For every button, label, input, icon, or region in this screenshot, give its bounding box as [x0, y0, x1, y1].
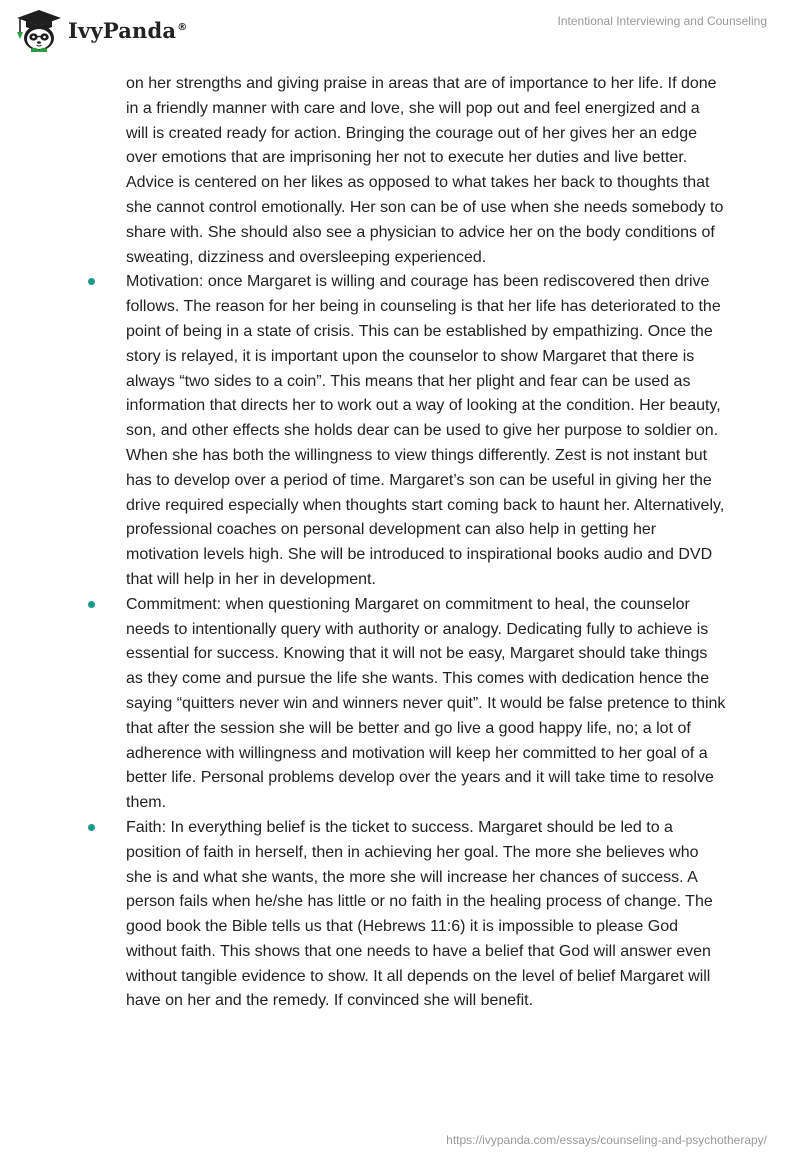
registered-mark: ® [177, 21, 188, 33]
bullet-dot-icon [88, 824, 95, 831]
list-item-text: Faith: In everything belief is the ticket to success. Margaret should be led to a position of faith in herself, then in achieving her goal. The more she believes who she is and what she wants, the more she will increase her chances of success. A person fails when he/she has little or no faith in the healing process of change. The good book the Bible tells us that (Hebrews 11:6) it is impossible to please God without faith. This shows that one needs to have a belief that God will answer even without tangible evidence to show. It all depends on the level of belief Margaret will have on her and the remedy. If convinced she will benefit. [126, 818, 713, 1010]
ivypanda-logo[interactable] [14, 8, 187, 52]
source-url-link[interactable]: https://ivypanda.com/essays/counseling-and-psychotherapy/ [446, 1133, 767, 1147]
list-item [0, 816, 726, 1014]
list-item [0, 270, 726, 592]
list-item [0, 593, 726, 816]
intro-paragraph: on her strengths and giving praise in areas that are of importance to her life. If done in a friendly manner with care and love, she will pop out and feel energized and a will is created ready for action. Bringing the courage out of her gives her an edge over emotions that are imprisoning her not to execute her duties and live better. Advice is centered on her likes as opposed to what takes her back to thoughts that she cannot control emotionally. Her son can be of use when she needs somebody to share with. She should also see a physician to advice her on the body conditions of sweating, dizziness and oversleeping experienced. [126, 75, 724, 266]
document-title: Intentional Interviewing and Counseling [557, 14, 767, 28]
bullet-dot-icon [88, 601, 95, 608]
list-item-text: Motivation: once Margaret is willing and courage has been rediscovered then drive follows. The reason for her being in counseling is that her life has deteriorated to the point of being in a state of crisis. This can be established by empathizing. Once the story is relayed, it is important upon the counselor to show Margaret that there is always “two sides to a coin”. This means that her plight and fear can be used as information that directs her to work out a way of looking at the condition. Her beauty, son, and other effects she holds dear can be used to give her purpose to soldier on. When she has both the willingness to view things differently. Zest is not instant but has to develop over a period of time. Margaret’s son can be useful in giving her the drive required especially when thoughts start coming back to haunt her. Alternatively, professional coaches on personal development can also help in getting her motivation levels high. She will be introduced to inspirational books audio and DVD that will help in her in development. [126, 273, 725, 588]
page-header [0, 0, 800, 60]
bullet-dot-icon [88, 278, 95, 285]
essay-body [0, 72, 800, 1014]
bullet-list [0, 270, 800, 1014]
panda-graduate-logo-icon [14, 8, 64, 52]
list-item-text: Commitment: when questioning Margaret on commitment to heal, the counselor needs to intentionally query with authority or analogy. Dedicating fully to achieve is essential for success. Knowing that it will not be easy, Margaret should take things as they come and pursue the life she wants. This comes with dedication hence the saying “quitters never win and winners never quit”. It would be false pretence to think that after the session she will be better and go live a good happy life, no; a lot of adherence with willingness and motivation will keep her committed to her goal of a better life. Personal problems develop over the years and it will take time to resolve them. [126, 595, 726, 812]
brand-name: IvyPanda® [68, 17, 188, 43]
